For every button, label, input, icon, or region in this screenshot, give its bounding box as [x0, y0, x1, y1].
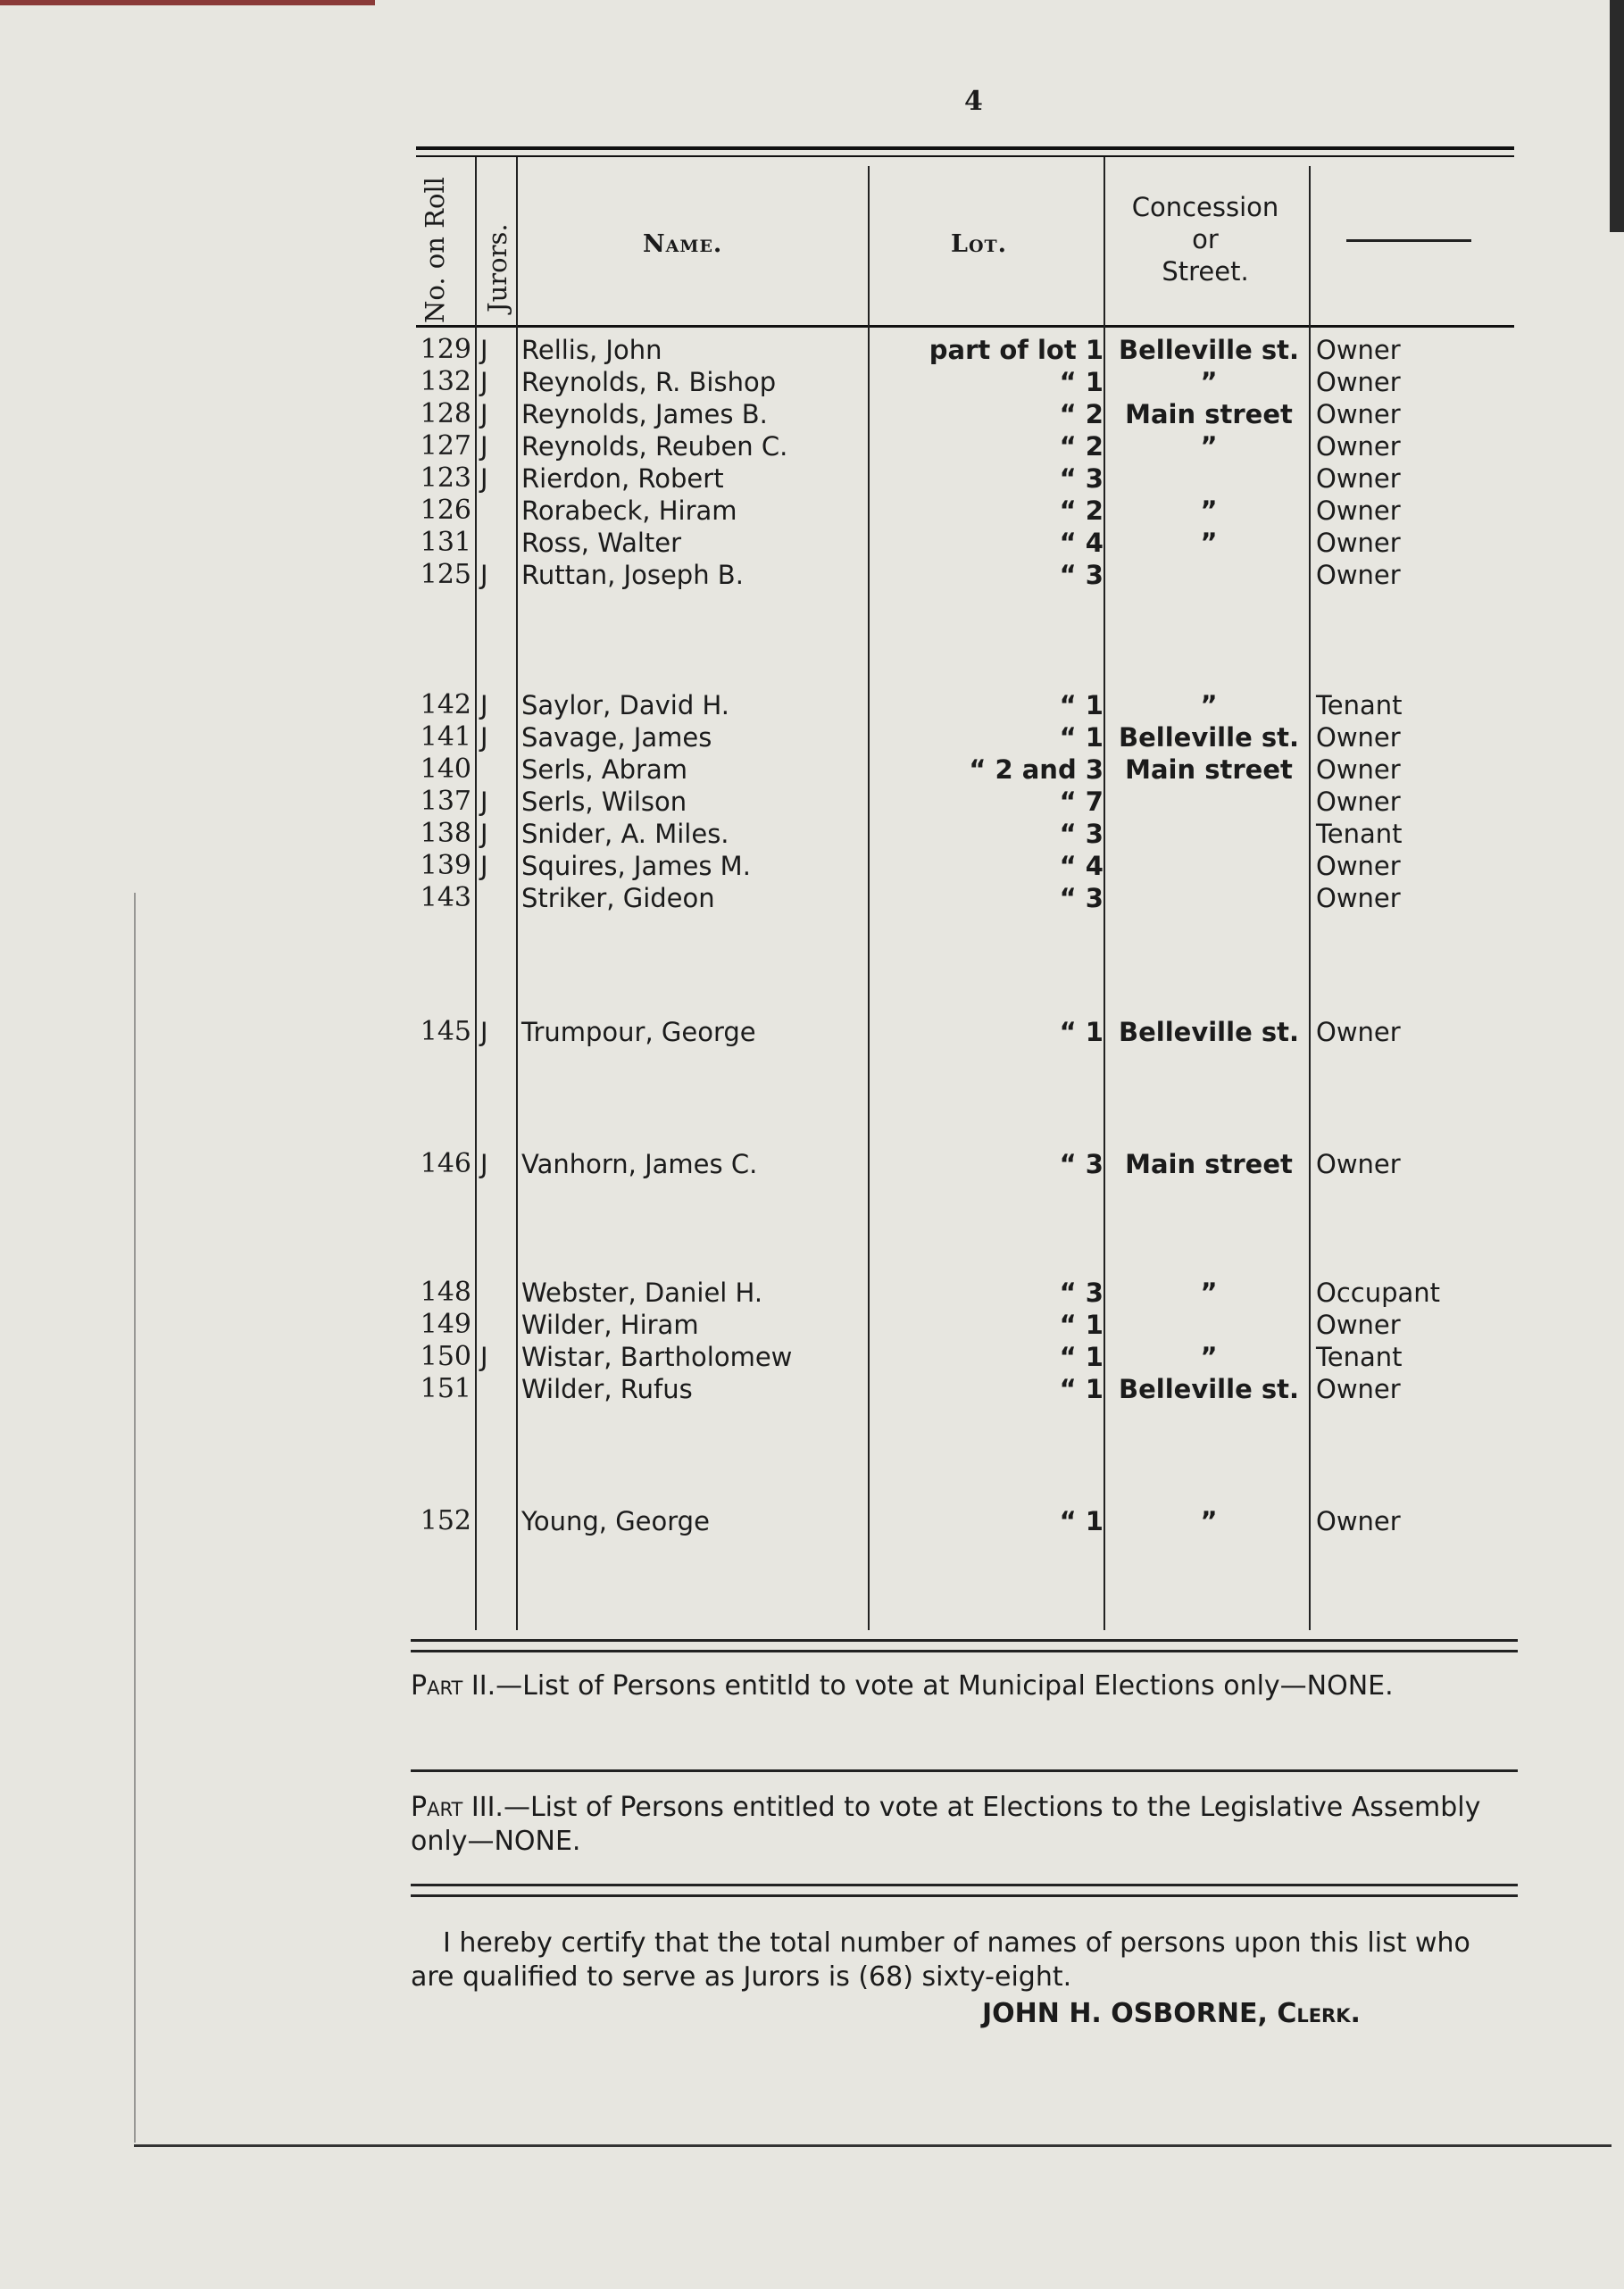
part-divider-rule	[411, 1769, 1518, 1772]
lot-number: “ 3	[1059, 1278, 1103, 1308]
juror-mark: J	[480, 367, 488, 397]
concession-street: Main street	[1125, 754, 1293, 785]
part-two-label: Part II.	[411, 1670, 496, 1702]
juror-mark: J	[480, 560, 488, 590]
lot-number: “ 3	[1059, 560, 1103, 590]
tenure-status: Owner	[1316, 560, 1401, 590]
juror-mark: J	[480, 819, 488, 849]
tenure-status: Owner	[1316, 495, 1401, 526]
roll-number: 142	[420, 689, 471, 720]
roll-number: 123	[420, 462, 471, 494]
roll-number: 146	[420, 1148, 471, 1179]
tenure-status: Owner	[1316, 335, 1401, 365]
page-edge-shadow	[1610, 0, 1624, 232]
tenure-status: Owner	[1316, 463, 1401, 494]
juror-mark: J	[480, 1017, 488, 1047]
header-roll: No. on Roll	[420, 177, 450, 323]
header-concession-line-2: or	[1192, 224, 1219, 254]
lot-number: “ 2	[1059, 431, 1103, 462]
concession-street: ”	[1200, 1278, 1218, 1308]
voter-name: Squires, James M.	[521, 851, 751, 881]
roll-number: 137	[420, 786, 471, 817]
roll-number: 125	[420, 559, 471, 590]
tenure-status: Owner	[1316, 528, 1401, 558]
tenure-status: Tenant	[1316, 690, 1403, 720]
lot-number: “ 2 and 3	[969, 754, 1103, 785]
juror-mark: J	[480, 787, 488, 817]
part-two-text: —List of Persons entitld to vote at Municipal Elections only—NONE.	[496, 1670, 1394, 1702]
roll-number: 139	[420, 850, 471, 881]
juror-mark: J	[480, 690, 488, 720]
concession-street: ”	[1200, 528, 1218, 558]
concession-street: ”	[1200, 495, 1218, 526]
column-divider-street	[1309, 166, 1311, 1630]
voter-name: Rierdon, Robert	[521, 463, 724, 494]
voter-name: Young, George	[521, 1506, 710, 1536]
tenure-status: Owner	[1316, 1506, 1401, 1536]
page-border-left	[134, 893, 136, 2143]
tenure-status: Tenant	[1316, 819, 1403, 849]
tenure-status: Occupant	[1316, 1278, 1441, 1308]
lot-number: “ 4	[1059, 528, 1103, 558]
tenure-status: Owner	[1316, 851, 1401, 881]
voter-name: Wistar, Bartholomew	[521, 1342, 793, 1372]
lot-number: “ 7	[1059, 787, 1103, 817]
lot-number: “ 2	[1059, 495, 1103, 526]
header-concession-line-3: Street.	[1162, 256, 1249, 287]
column-divider-roll	[475, 157, 477, 1630]
part-two-paragraph	[411, 1669, 1518, 1703]
juror-mark: J	[480, 851, 488, 881]
tenure-status: Tenant	[1316, 1342, 1403, 1372]
tenure-status: Owner	[1316, 367, 1401, 397]
tenure-status: Owner	[1316, 431, 1401, 462]
roll-number: 126	[420, 495, 471, 526]
voter-name: Savage, James	[521, 722, 712, 753]
tenure-status: Owner	[1316, 787, 1401, 817]
roll-number: 131	[420, 527, 471, 558]
certification-rule	[411, 1884, 1518, 1897]
lot-number: “ 3	[1059, 463, 1103, 494]
voter-name: Reynolds, James B.	[521, 399, 768, 429]
lot-number: “ 1	[1059, 722, 1103, 753]
voter-name: Rellis, John	[521, 335, 662, 365]
concession-street: Belleville st.	[1119, 335, 1299, 365]
lot-number: “ 1	[1059, 1506, 1103, 1536]
voter-name: Reynolds, Reuben C.	[521, 431, 788, 462]
table-bottom-rule	[411, 1639, 1518, 1652]
roll-number: 128	[420, 398, 471, 429]
roll-number: 150	[420, 1341, 471, 1372]
table-header-rule	[416, 325, 1514, 328]
header-concession	[1107, 191, 1303, 287]
part-three-text: —List of Persons entitled to vote at Elections to the Legislative Assembly only—NONE.	[411, 1792, 1481, 1857]
concession-street: Main street	[1125, 1149, 1293, 1179]
voter-name: Ruttan, Joseph B.	[521, 560, 744, 590]
juror-mark: J	[480, 399, 488, 429]
tenure-status: Owner	[1316, 1374, 1401, 1404]
tenure-status: Owner	[1316, 722, 1401, 753]
lot-number: “ 1	[1059, 367, 1103, 397]
roll-number: 145	[420, 1016, 471, 1047]
lot-number: “ 1	[1059, 1310, 1103, 1340]
header-jurors: Jurors.	[482, 223, 512, 312]
roll-number: 129	[420, 334, 471, 365]
table-top-rule-inner	[416, 155, 1514, 157]
header-status-dash	[1346, 239, 1471, 242]
voter-name: Trumpour, George	[521, 1017, 756, 1047]
roll-number: 141	[420, 721, 471, 753]
signature	[982, 1998, 1361, 2029]
voter-name: Wilder, Rufus	[521, 1374, 693, 1404]
juror-mark: J	[480, 722, 488, 753]
page-border-bottom	[134, 2144, 1612, 2147]
tenure-status: Owner	[1316, 399, 1401, 429]
tenure-status: Owner	[1316, 1149, 1401, 1179]
lot-number: “ 3	[1059, 883, 1103, 913]
tenure-status: Owner	[1316, 754, 1401, 785]
lot-number: “ 3	[1059, 819, 1103, 849]
juror-mark: J	[480, 431, 488, 462]
concession-street: ”	[1200, 1342, 1218, 1372]
signature-name: JOHN H. OSBORNE,	[982, 1998, 1268, 2029]
part-three-label: Part III.	[411, 1792, 504, 1823]
voter-name: Webster, Daniel H.	[521, 1278, 763, 1308]
header-concession-line-1: Concession	[1131, 192, 1279, 222]
voter-name: Rorabeck, Hiram	[521, 495, 737, 526]
lot-number: part of lot 1	[929, 335, 1103, 365]
lot-number: “ 3	[1059, 1149, 1103, 1179]
roll-number: 151	[420, 1373, 471, 1404]
lot-number: “ 1	[1059, 1374, 1103, 1404]
roll-number: 127	[420, 430, 471, 462]
concession-street: ”	[1200, 431, 1218, 462]
juror-mark: J	[480, 335, 488, 365]
signature-title: Clerk.	[1277, 1998, 1361, 2029]
lot-number: “ 1	[1059, 690, 1103, 720]
roll-number: 148	[420, 1277, 471, 1308]
voter-name: Vanhorn, James C.	[521, 1149, 758, 1179]
lot-number: “ 2	[1059, 399, 1103, 429]
roll-number: 138	[420, 818, 471, 849]
header-lot: Lot.	[951, 230, 1008, 258]
concession-street: ”	[1200, 690, 1218, 720]
voter-name: Snider, A. Miles.	[521, 819, 729, 849]
concession-street: Belleville st.	[1119, 1374, 1299, 1404]
tenure-status: Owner	[1316, 1017, 1401, 1047]
lot-number: “ 1	[1059, 1017, 1103, 1047]
tenure-status: Owner	[1316, 1310, 1401, 1340]
voter-name: Serls, Wilson	[521, 787, 687, 817]
voter-name: Striker, Gideon	[521, 883, 715, 913]
concession-street: Belleville st.	[1119, 722, 1299, 753]
certification-text: I hereby certify that the total number of names of persons upon this list who are qualified to serve as Jurors is (68) sixty-eight.	[411, 1927, 1470, 1993]
juror-mark: J	[480, 1342, 488, 1372]
voter-name: Reynolds, R. Bishop	[521, 367, 777, 397]
concession-street: Belleville st.	[1119, 1017, 1299, 1047]
juror-mark: J	[480, 463, 488, 494]
voter-name: Serls, Abram	[521, 754, 687, 785]
lot-number: “ 1	[1059, 1342, 1103, 1372]
tenure-status: Owner	[1316, 883, 1401, 913]
voter-name: Wilder, Hiram	[521, 1310, 699, 1340]
roll-number: 152	[420, 1505, 471, 1536]
part-three-paragraph	[411, 1791, 1518, 1859]
lot-number: “ 4	[1059, 851, 1103, 881]
page-number: 4	[964, 86, 983, 117]
voter-name: Ross, Walter	[521, 528, 682, 558]
column-divider-lot	[1103, 157, 1105, 1630]
voter-name: Saylor, David H.	[521, 690, 729, 720]
concession-street: ”	[1200, 1506, 1218, 1536]
table-top-rule	[416, 146, 1514, 150]
concession-street: ”	[1200, 367, 1218, 397]
roll-number: 132	[420, 366, 471, 397]
header-name: Name.	[643, 230, 723, 258]
roll-number: 149	[420, 1309, 471, 1340]
concession-street: Main street	[1125, 399, 1293, 429]
roll-number: 143	[420, 882, 471, 913]
column-divider-jurors	[516, 157, 518, 1630]
roll-number: 140	[420, 753, 471, 785]
page-edge-binding	[0, 0, 375, 5]
juror-mark: J	[480, 1149, 488, 1179]
